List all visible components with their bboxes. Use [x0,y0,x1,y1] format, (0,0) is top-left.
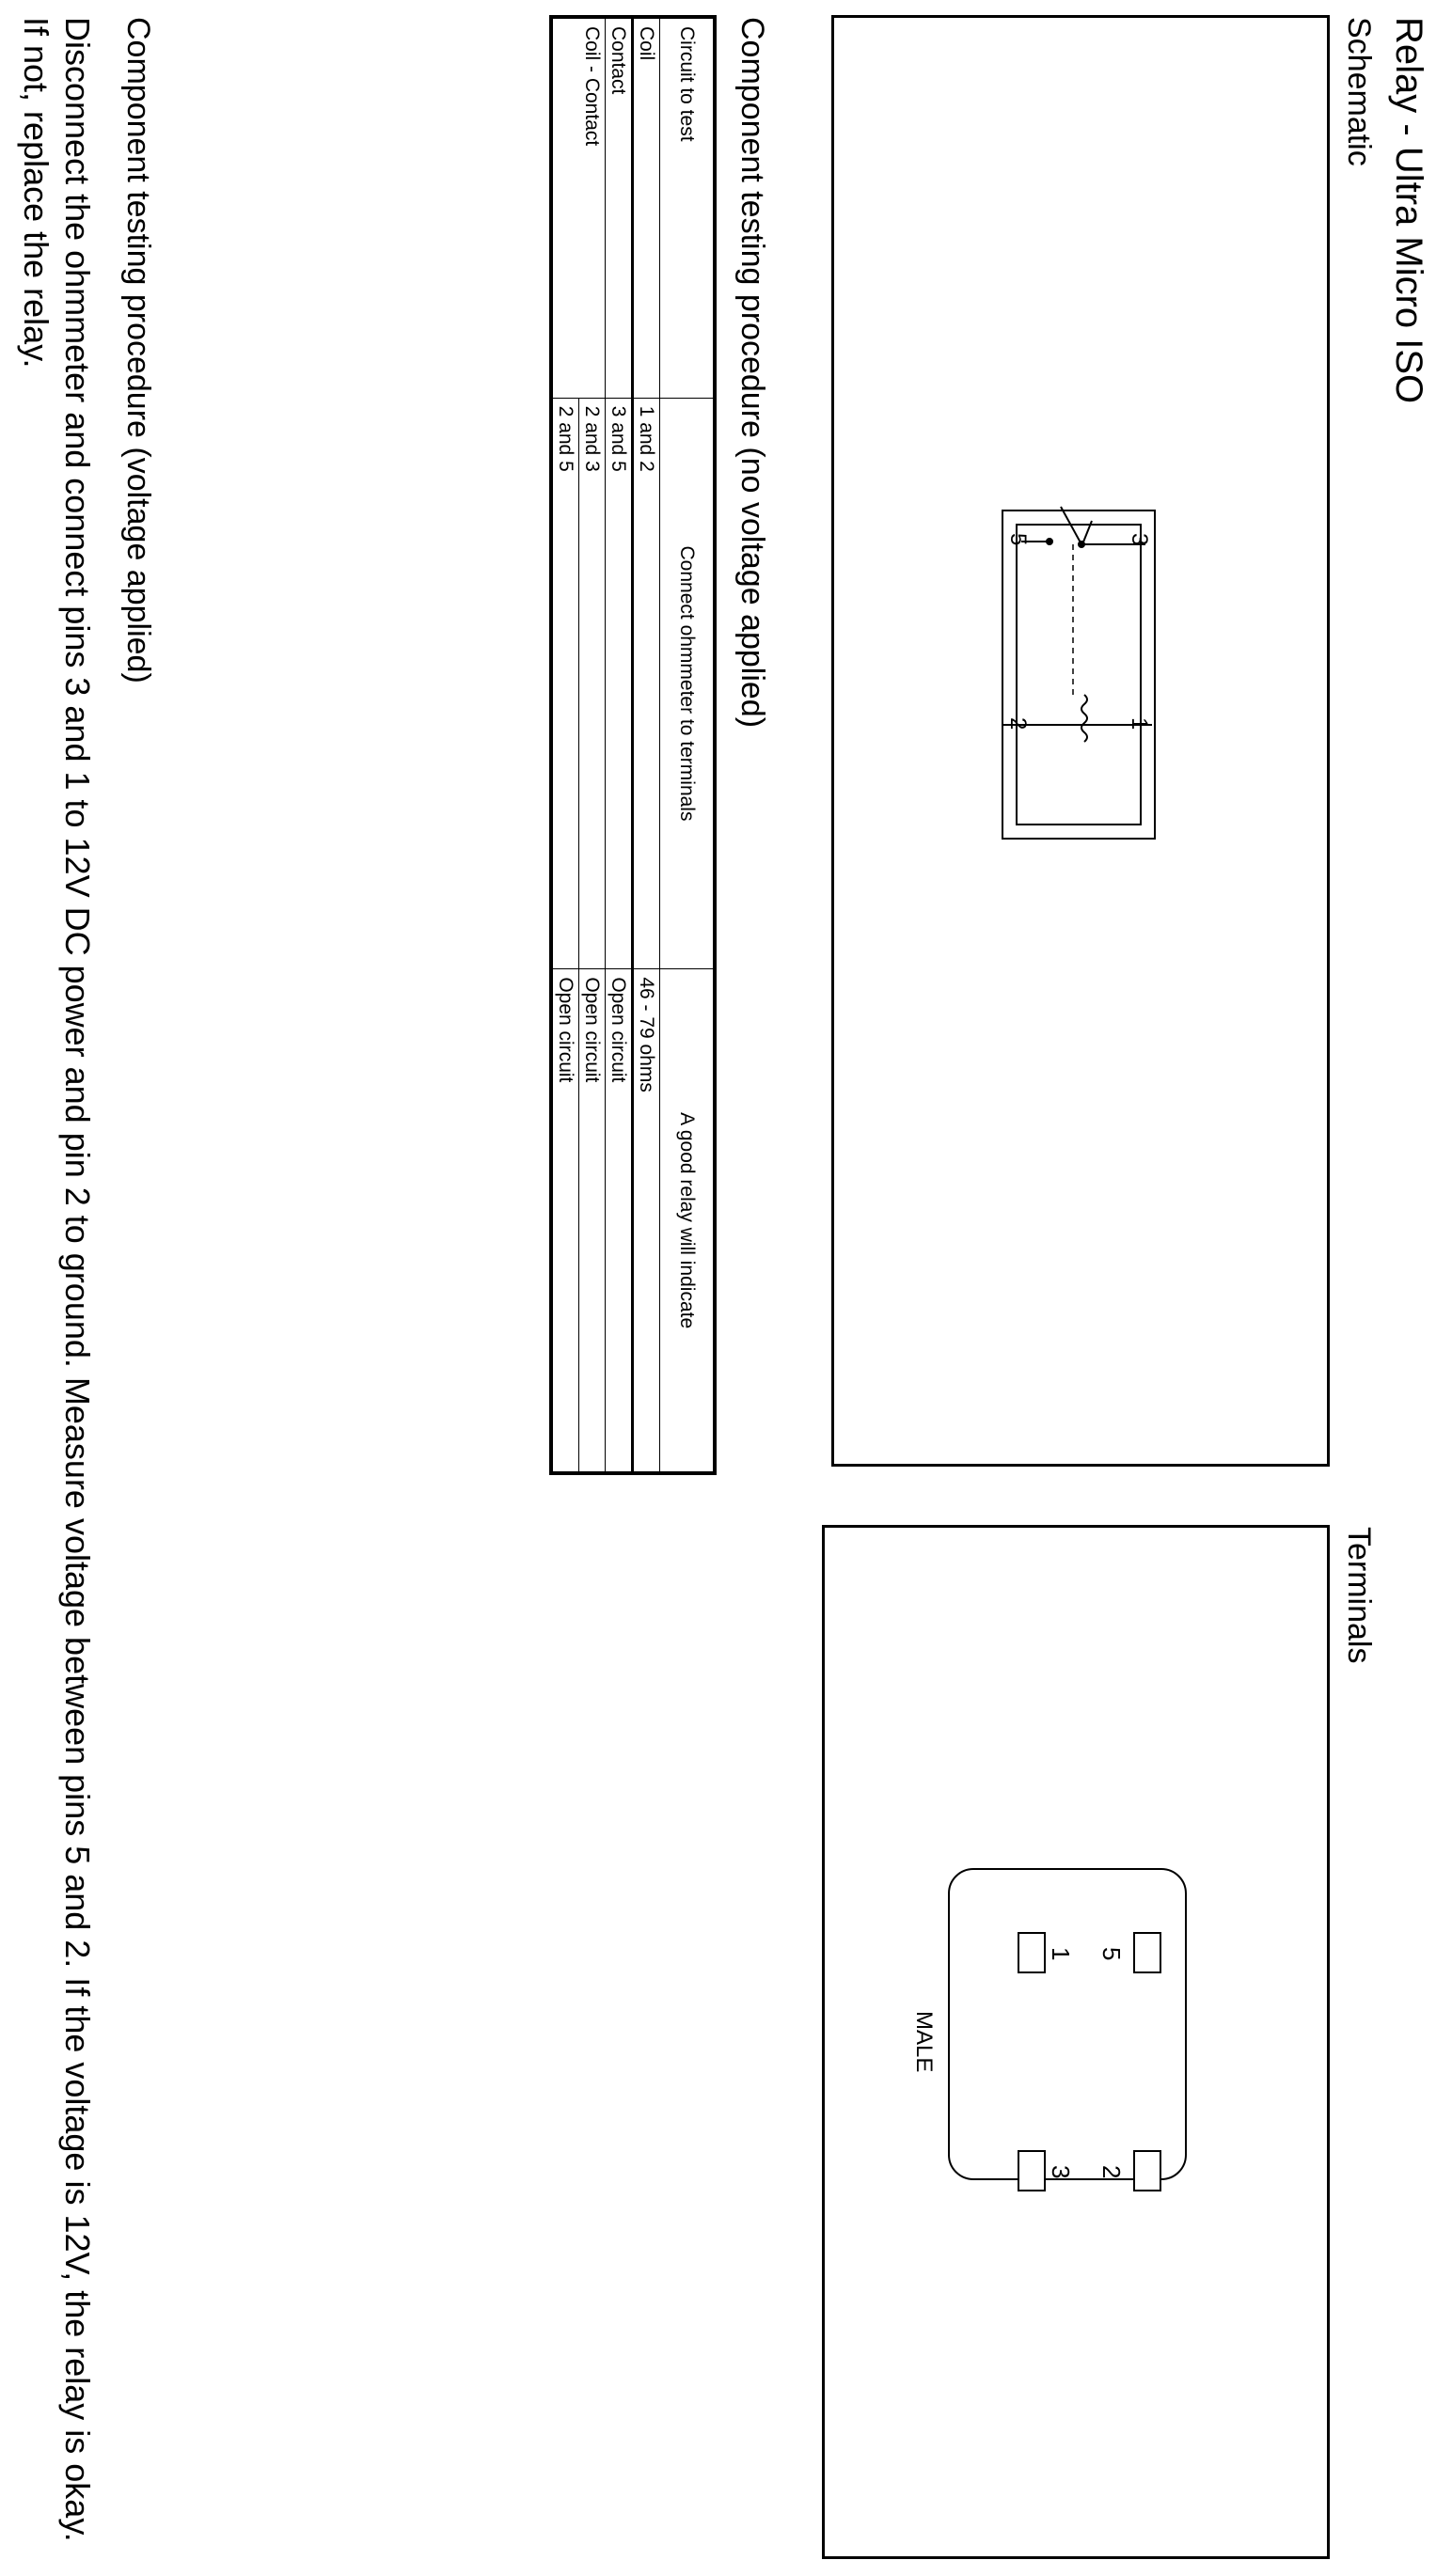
table-cell: Contact [606,19,633,399]
relay-outer-frame [1002,510,1155,839]
connector-label: MALE [911,2011,937,2073]
table-cell: Open circuit [579,969,606,1472]
terminal-pin-1: 1 [1047,1947,1075,1961]
table-row [633,19,660,1472]
terminal-3 [1018,2151,1045,2191]
table-row [579,19,606,1472]
voltage-procedure-text: Disconnect the ohmmeter and connect pins 3 and 1 to 12V DC power and pin 2 to ground. Measure voltage between pins 5 and 2. If the voltage is 12V, the relay is okay. If not, replace the relay. [17,17,97,2542]
table-cell [553,19,579,399]
relay-schematic-diagram [834,18,1327,1464]
terminal-pin-3: 3 [1047,2165,1075,2179]
schematic-heading: Schematic [1341,17,1377,166]
table-cell: 2 and 5 [553,398,579,969]
voltage-heading: Component testing procedure (voltage applied) [120,17,156,683]
schematic-pin-3: 3 [1127,533,1152,546]
table-cell: Coil - Contact [579,19,606,399]
column-header: Circuit to test [660,19,714,399]
terminal-pin-5: 5 [1097,1947,1126,1961]
table-cell: 1 and 2 [633,398,660,969]
no-voltage-heading: Component testing procedure (no voltage applied) [734,17,770,729]
terminal-pin-2: 2 [1097,2165,1126,2179]
terminal-5 [1134,1933,1160,1972]
table-cell: Coil [633,19,660,399]
terminals-heading: Terminals [1341,1527,1377,1664]
relay-inner-frame [1017,525,1141,825]
terminal-1 [1018,1933,1045,1972]
terminal-2 [1134,2151,1160,2191]
page-title: Relay - Ultra Micro ISO [1388,17,1429,404]
table-cell: 2 and 3 [579,398,606,969]
terminals-panel [822,1525,1330,2559]
coil-symbol [1081,695,1087,742]
schematic-pin-1: 1 [1127,717,1152,730]
table-cell: 3 and 5 [606,398,633,969]
table-row [553,19,579,1472]
table-cell: 46 - 79 ohms [633,969,660,1472]
connector-outline [949,1869,1186,2179]
column-header: A good relay will indicate [660,969,714,1472]
table-header-row [660,19,714,1472]
column-header: Connect ohmmeter to terminals [660,398,714,969]
table-row [606,19,633,1472]
test-table [552,18,714,1472]
schematic-pin-2: 2 [1005,717,1031,730]
terminal-connector-diagram [825,1528,1327,2556]
table-cell: Open circuit [606,969,633,1472]
table-cell: Open circuit [553,969,579,1472]
schematic-pin-5: 5 [1005,533,1031,546]
schematic-panel [831,15,1330,1467]
ohmmeter-test-table [549,15,717,1475]
